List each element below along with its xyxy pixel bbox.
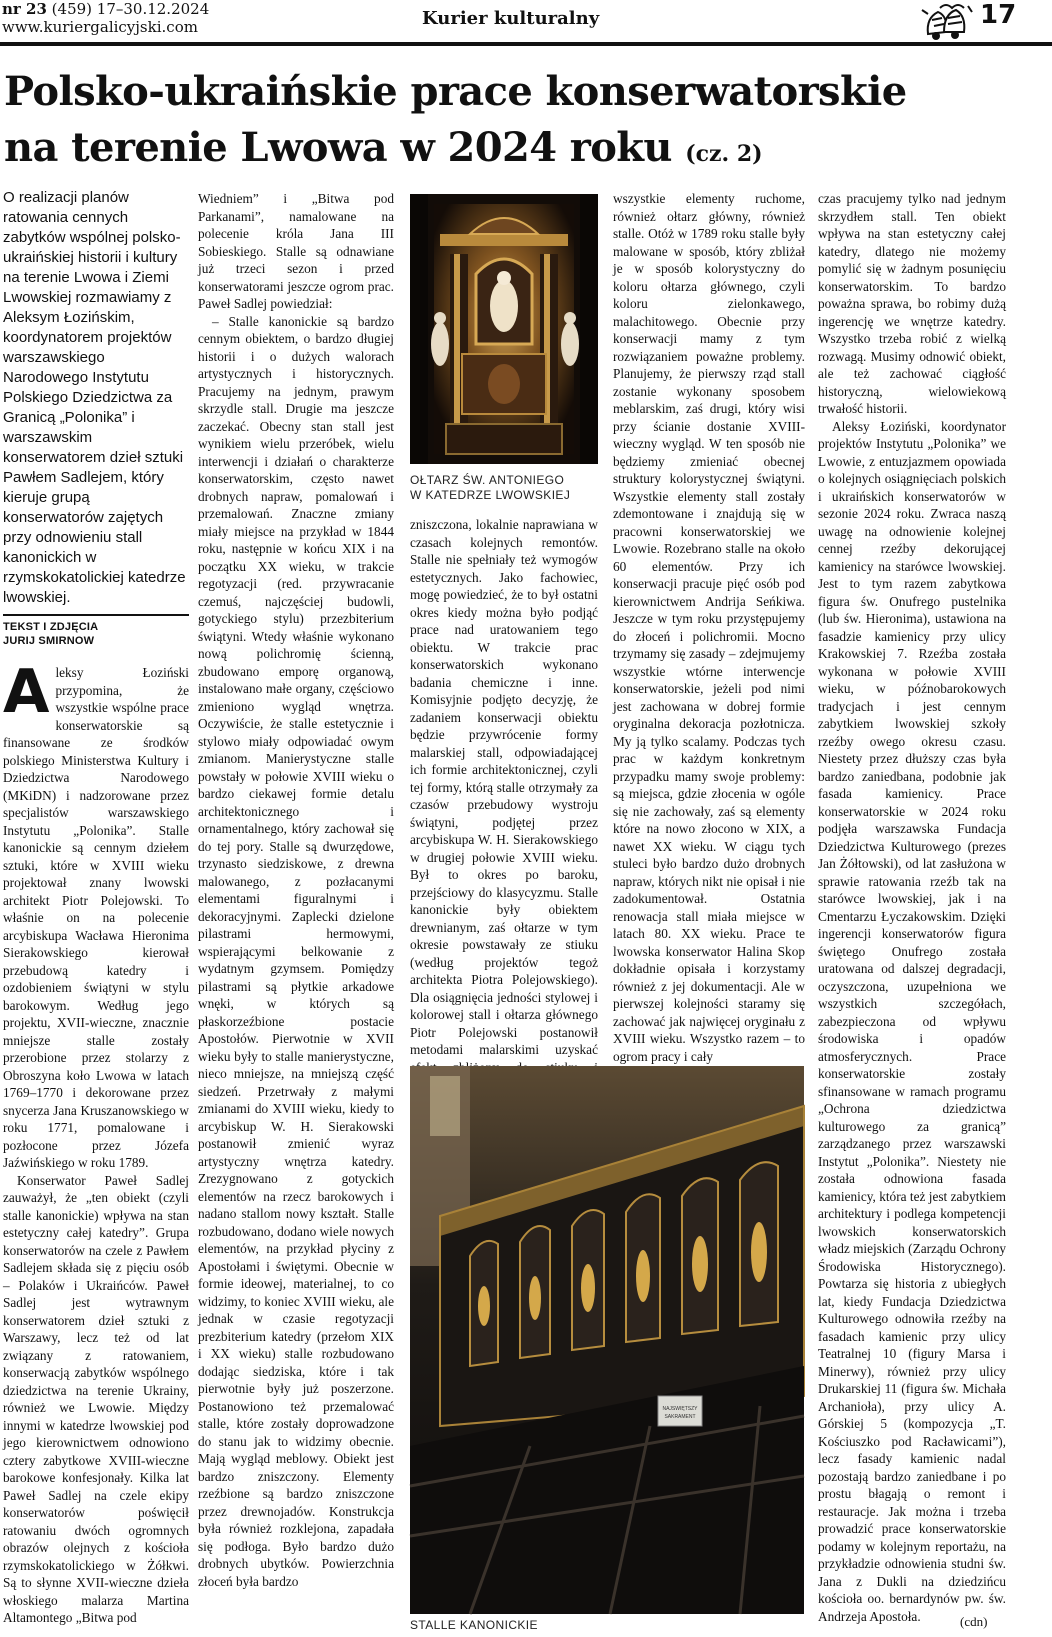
photo-altar: [410, 194, 598, 464]
paragraph: zniszczona, lokalnie naprawiana w czasach kolejnych remontów. Stalle nie spełniały też wymogów estetycznych. Jako fachowiec, mogę powiedzieć, że to był ostatni okres kiedy można było podjąć prace nad uratowaniem tego obiektu. W trakcie prac konserwatorskich wykonano badania chemiczne i inne. Komisyjnie podjęto decyzję, że zadaniem konserwacji obiektu będzie przywrócenie formy malarskiej stall, odpowiadającej ich formie architektonicznej, czyli tej formy, którą stalle otrzymały za czasów przebudowy wystroju świątyni, podjętej przez arcybiskupa W. H. Sierakowskiego w drugiej połowie XVIII wieku. Był to okres po baroku, przejściowy do klasycyzmu. Stalle kanonickie były obiektem drewnianym, zaś ołtarze w tym okresie powstawały ze stiuku (według projektów tegoż architekta Piotra Polejowskiego). Dla osiągnięcia jedności stylowej i kolorowej stall i ołtarza głównego Piotr Polejowski postanowił metodami malarskimi uzyskać: [410, 517, 598, 1057]
byline: [3, 620, 98, 648]
paragraph: wszystkie elementy ruchome, również ołtarz główny, również stalle. Otóż w 1789 roku stalle były malowane w sposób, który zbliżał je w sposób kolorystyczny do koloru ołtarza głównego, czyli koloru zielonkawego, malachitowego. Obecnie przy konserwacji mamy z tym rozwiązaniem poważne problemy. Planujemy, że pierwszy rząd stall zostanie wykonany sposobem meblarskim, zaś drugi, który wisi przy ścianie dostanie XVIII-wieczny wygląd. W ten sposób nie będziemy zmieniać obecnej struktury kolorystycznej świątyni. Wszystkie elementy stall zostały zdemontowane i znajdują się w pracowni konserwatorskiej we Lwowie. Rozebrano stalle na około 60 elementów. Przy ich konserwacji pracuje pięć osób pod kierownictwem Andrija Seńkiwa. Jeszcze w tym roku przystępujemy do złoceń i polichromii. Mocno trzymamy się zasady – zdejmujemy wszystkie wtórne interwencje konserwatorskie, jeżeli pod nimi jest zachowana w dobrej formie oryginalna dekoracja pozłotnicza. My ją tylko scalamy. Podczas tych prac w każdym konkretnym przypadku mamy swoje problemy: są miejsca, gdzie złocenia w ogóle się nie zachowały, zaś są elementy które na nowo złocono w XIX, a nawet XX wieku. W ciągu tych stuleci było bardzo dużo drobnych napraw, których nikt nie opisał i nie zadokumentował. Ostatnia renowacja stall miała miejsce w latach 80. XX wieku. Prace te lwowska konserwator Halina Skop dokładnie opisała i korzystamy również z jej dokumentacji. Ale w pierwszej kolejności staramy się zachować jak najwięcej oryginału z XVIII wieku. Wszystko razem – to ogrom pracy i cały: [613, 191, 805, 1064]
paragraph: Wiedniem” i „Bitwa pod Parkanami”, namalowane na polecenie króla Jana III Sobieskiego. Stalle są odnawiane już trzeci sezon i przed konserwatorami jeszcze ogrom prac. Paweł Sadlej powiedział:: [198, 191, 394, 311]
issue-number: nr 23: [2, 0, 47, 18]
issue-dates: (459) 17–30.12.2024: [46, 0, 210, 18]
article-title: [4, 64, 1044, 182]
altar-image: [410, 194, 598, 464]
article-title-line1: Polsko-ukraińskie prace konserwatorskie: [4, 68, 907, 115]
issue-info: [2, 1, 209, 18]
bells-icon: [918, 0, 974, 40]
paragraph: – Stalle kanonickie są bardzo cennym obiektem, o bardzo długiej historii i o dużych walorach artystycznych i historycznych. Pracujemy na jednym, prawym skrzydle stall. Drugie ma jeszcze zaczekać. Obecny stan stall jest wynikiem wielu przeróbek, wielu interwencji i działań o charakterze konserwatorskim, często nawet drobnych napraw, pomalowań i przemalowań. Znaczne zmiany miały miejsce na przykład w 1844 roku, następnie w końcu XIX i na początku XX wieku, w trakcie regotyzacji (red. przywracanie czemuś, najczęściej budowli, gotyckiego stylu) przezbiterium świątyni. Wtedy właśnie wykonano nową polichromię ścienną, zbudowano emporę organową, instalowano małe organy, częściowo zmieniono wygląd wnętrza. Oczywiście, że stalle estetycznie i stylowo miały odpowiadać owym zmianom. Manierystyczne stalle powstały w połowie XVIII wieku o bardzo ciekawej formie detalu architektonicznego i ornamentalnego, który zachował się do tej pory. Stalle są dwurzędowe, trzynasto siedziskowe, z drewna malowanego, z pozłacanymi elementami figuralnymi i dekoracyjnymi. Zaplecki dzielone pilastrami hermowymi, wspierającymi belkowanie z wydatnym gzymsem. Pomiędzy pilastrami są płytkie arkadowe wnęki, w których są płaskorzeźbione postacie Apostołów. Pierwotnie w XVII wieku były to stalle manierystyczne, nieco mniejsze, na mniejszą część siedzeń. Przetrwały z małymi zmianami do XVIII wieku, kiedy to arcybiskup W. H. Sierakowski postanowił zmienić wyraz artystyczny wnętrza katedry. Zrezygnowano z gotyckich elementów na rzecz barokowych i nadano stallom nowy kształt. Stalle rozbudowano, dodano wiele nowych elementów, na przykład płyciny z Apostołami i świętymi. Obecnie w formie ideowej, materialnej, to co widzimy, to koniec XVIII wieku, ale jednak w czasie regotyzacji prezbiterium katedry (przełom XIX i XX wieku) stalle rozbudowano dodając siedziska, które i tak pierwotnie były już poszerzone. Postanowiono też przemalować stalle, które zostały doprowadzone do stanu jak to widzimy obecnie. Mają wygląd meblowy. Obiekt jest bardzo zniszczony. Elementy rzeźbione są bardzo zniszczone przez drewnojadów. Konstrukcja była również rozklejona, zapadała się podłoga. Było bardzo dużo drobnych ubytków. Powierzchnia złoceń była bardzo: [198, 313, 394, 1589]
stalls-notice-line1: NAJSWIĘTSZY: [662, 1406, 698, 1412]
article-lede: O realizacji planów ratowania cennych zabytków wspólnej polsko-ukraińskiej historii i kultury na terenie Lwowa i Ziemi Lwowskiej rozmawiamy z Aleksym Łozińskim, koordynatorem projektów warszawskiego Narodowego Instytutu Polskiego Dziedzictwa za Granicą „Polonika” i warszawskim konserwatorem dzieł sztuki Pawłem Sadlejem, który kieruje grupą konserwatorów zajętych przy odnowieniu stall kanonickich w rzymskokatolickiej katedrze lwowskiej.: [3, 189, 186, 606]
article-part: (cz. 2): [685, 141, 763, 167]
paragraph: czas pracujemy tylko nad jednym skrzydłem stall. Ten obiekt wpływa na stan estetyczny całej katedry, dlatego nie możemy pomylić się w żadnym posunięciu konserwatorskim. To bardzo poważna sprawa, bo robimy dużą ingerencję we wnętrze katedry. Wszystko trzeba robić z wielką rozwagą. Musimy odnowić obiekt, ale też zachować ciągłość historyczną, wielowiekową trwałość historii.: [818, 191, 1006, 416]
section-name: Kurier kulturalny: [422, 8, 600, 29]
article-title-line2: na terenie Lwowa w 2024 roku: [4, 124, 686, 171]
lede-divider: [3, 614, 189, 616]
article-column-3: [410, 516, 598, 1060]
byline-author: JURIJ SMIRNOW: [3, 635, 95, 647]
drop-cap: A: [3, 657, 50, 727]
paragraph: Aleksy Łoziński przypomina, że wszystkie wspólne prace konserwatorskie są finansowane ze środków polskiego Ministerstwa Kultury i Dziedzictwa Narodowego (MKiDN) i nadzorowane przez specjalistów warszawskiego Instytutu „Polonika”. Stalle kanonickie są cennym dziełem sztuki, które w XVIII wieku projektował znany lwowski architekt Piotr Polejowski. To właśnie on na polecenie arcybiskupa Wacława Hieronima Sierakowskiego kierował przebudową katedry i ozdobieniem świątyni w stylu barokowym. Według jego projektu, XVII-wieczne, znacznie mniejsze stalle zostały przerobione przez stolarzy z Obroszyna koło Lwowa w latach 1769–1770 i dekorowane przez snycerza Jana Kruszanowskiego w roku 1771, pomalowane i pozłocone przez Józefa Jaźwińskiego w roku 1789.: [3, 657, 189, 1170]
paragraph: Aleksy Łoziński, koordynator projektów Instytutu „Polonika” we Lwowie, z entuzjazmem opowiada o kolejnych osiągnięciach polskich i ukraińskich konserwatorów w sezonie 2024 roku. Zwraca naszą uwagę na odnowienie kolejnej cennej rzeźby dekorującej kamienicy na starówce lwowskiej. Jest to tym razem zabytkowa figura św. Onufrego pustelnika (lub św. Hieronima), ustawiona na fasadzie kamienicy przy ulicy Krakowskiej 7. Rzeźba została wykonana w połowie XVIII wieku, w późnobarokowych tradycjach i jest cennym zabytkiem lwowskiej szkoły rzeźby owego okresu czasu. Niestety przez dłuższy czas była bardzo zaniedbana, podobnie jak fasada kamienicy. Prace konserwatorskie w 2024 roku podjęła warszawska Fundacja Dziedzictwa Kulturowego (prezes Jan Żółtowski), od lat zasłużona w sprawie ratowania rzeźb tak na starówce lwowskiej, jak i na Cmentarzu Łyczakowskim. Dzięki ingerencji konserwatorów figura świętego Onufrego została uratowana od dalszej degradacji, oczyszczona, uzupełniona we wszystkich szczegółach, zabezpieczona od wpływu środowiska i opadów atmosferycznych. Prace konserwatorskie zostały sfinansowane w ramach programu „Ochrona dziedzictwa kulturowego za granicą” zarządzanego przez warszawski Instytut „Polonika”. Niestety nie została odnowiona fasada kamienicy, która też jest zabytkiem architektury i podlega kompetencji lwowskich konserwatorskich władz miejskich (Zarządu Ochrony Środowiska Historycznego). Powtarza się historia z ubiegłych lat, kiedy Fundacja Dziedzictwa Kulturowego odnowiła rzeźby na fasadach kamienic przy ulicy Teatralnej 10 (figury Marsa i Minerwy), również przy ulicy Drukarskiej 11 (figura św. Michała Archanioła), przy ulicy A. Górskiej 5 (kompozycja „T. Kościuszko pod Racławicami”), lecz fasady kamienic nadal pozostają bardzo zaniedbane i po prostu błagają o remont i restauracje. Jak można i trzeba prowadzić prace konserwatorskie podamy w kolejnym reportażu, na przykładzie odnowienia studni św. Jana z Dukli na dziedzińcu kościoła oo. bernardynów pw. św. Andrzeja Apostoła.: [818, 418, 1006, 1624]
photo-stalls: [410, 1066, 804, 1614]
stalls-notice-line2: SAKRAMENT: [664, 1414, 696, 1420]
photo-stalls-caption: STALLE KANONICKIE: [410, 1618, 538, 1632]
website-link[interactable]: www.kuriergalicyjski.com: [2, 18, 198, 36]
article-continued: (cdn): [960, 1614, 988, 1629]
paragraph: Konserwator Paweł Sadlej zauważył, że „ten obiekt (czyli stalle kanonickie) wpływa na stan estetyczny całej katedry”. Grupa konserwatorów na czele z Pawłem Sadlejem składa się z pięciu osób – Polaków i Ukraińców. Paweł Sadlej jest wytrawnym konserwatorem dzieł sztuki z Warszawy, lecz też od lat związany z ratowaniem, konserwacją zabytków wspólnego dziedzictwa na terenie Ukrainy, również we Lwowie. Między innymi w katedrze lwowskiej pod jego kierownictwem odnowiono cztery zabytkowe XVIII-wieczne barokowe konfesjonały. Kilka lat Paweł Sadlej na czele ekipy konserwatorów poświęcił ratowaniu dwóch ogromnych obrazów olejnych z kościoła rzymskokatolickiego w Żółkwi. Są to słynne XVII-wieczne dzieła włoskiego malarza Martina Altamontego „Bitwa pod: [3, 1172, 189, 1625]
article-column-1: [3, 657, 189, 1632]
page-number: 17: [980, 0, 1017, 30]
article-column-4: [613, 190, 805, 1064]
stalls-image: [410, 1066, 804, 1614]
masthead: [0, 0, 1052, 44]
article-column-2: [198, 190, 394, 1632]
photo-altar-caption: OŁTARZ ŚW. ANTONIEGO W KATEDRZE LWOWSKIEJ: [410, 473, 571, 502]
byline-label: TEKST I ZDJĘCIA: [3, 621, 99, 633]
masthead-rule: [0, 42, 1052, 46]
